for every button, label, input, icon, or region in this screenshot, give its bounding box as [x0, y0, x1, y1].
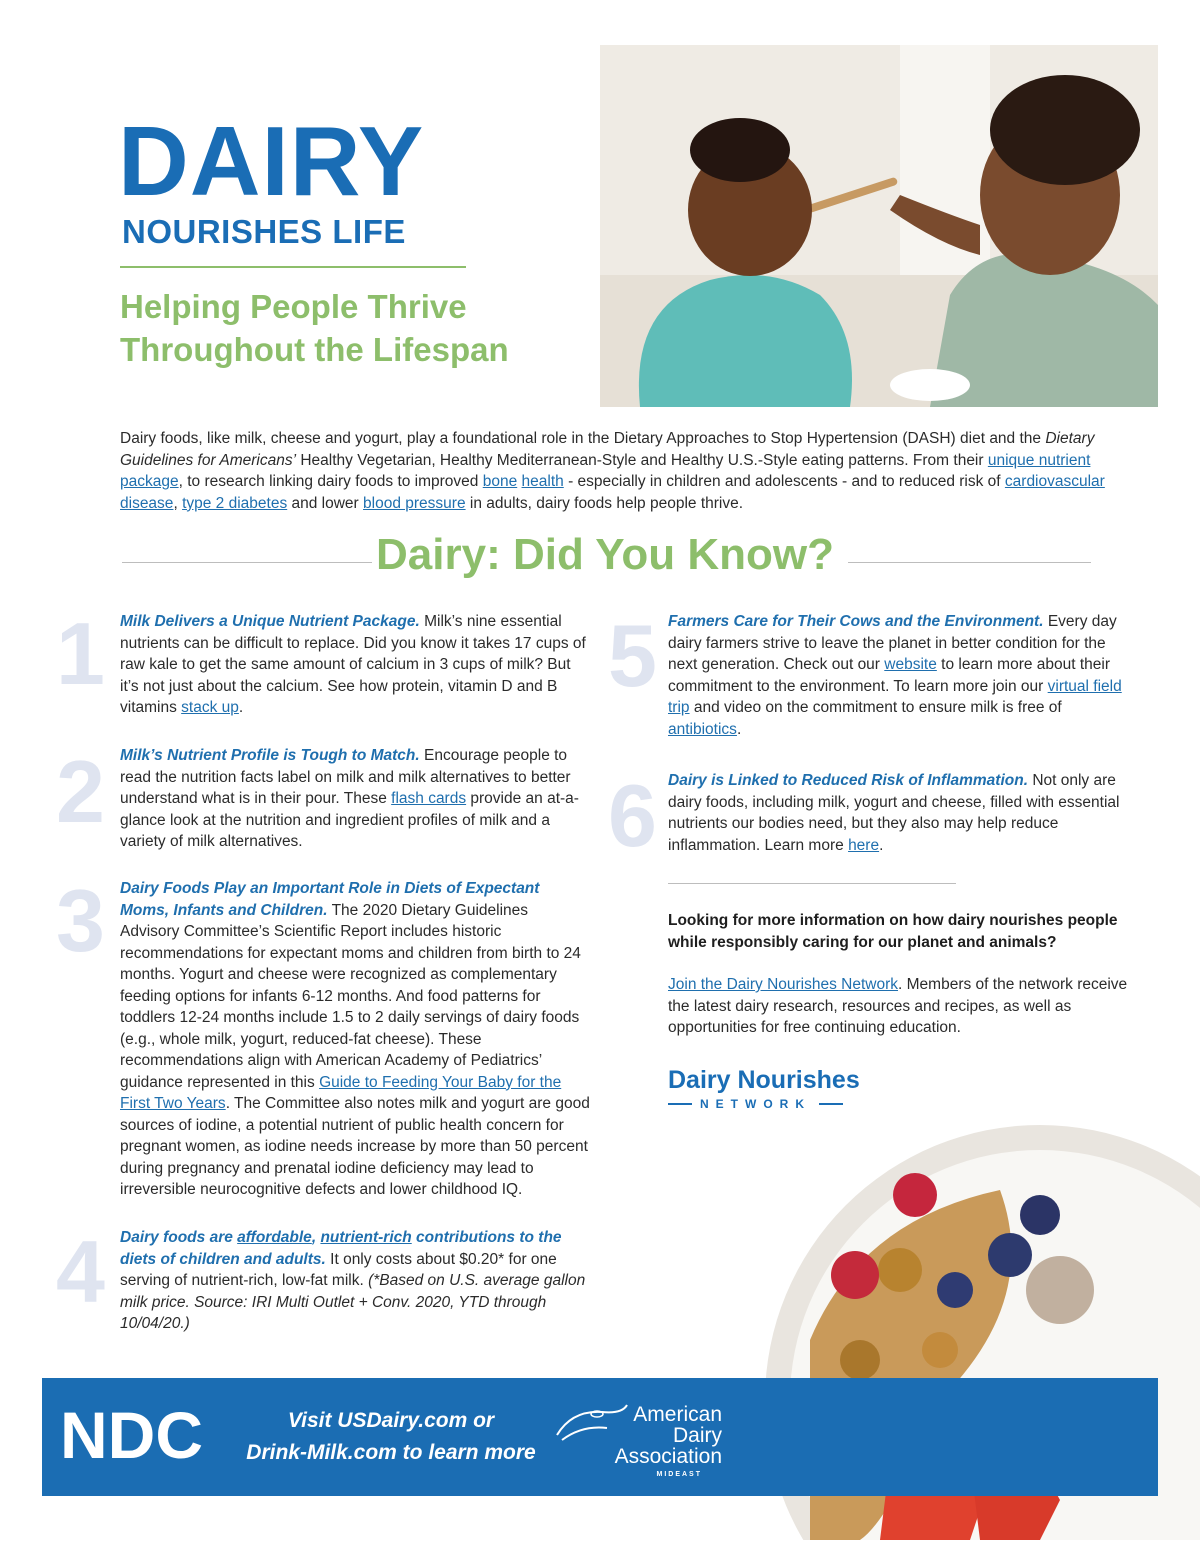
tagline-line1: Helping People Thrive — [120, 288, 467, 325]
ada-line3: Association — [614, 1445, 722, 1468]
ndc-logo-text: NDC — [60, 1400, 203, 1470]
intro-text: - especially in children and adolescents - and to reduced risk of — [563, 473, 1005, 490]
item-5 — [668, 611, 1128, 740]
intro-emphasis: Dietary Guidelines for Americans’ — [120, 430, 1095, 469]
more-info-question: Looking for more information on how dairy nourishes people while responsibly caring for our planet and animals? — [668, 912, 1118, 951]
intro-text: , to research linking dairy foods to improved — [178, 473, 483, 490]
item-6 — [668, 770, 1128, 856]
brand-subtitle: NOURISHES LIFE — [122, 213, 406, 250]
item-heading: Dairy Foods Play an Important Role in Diets of Expectant Moms, Infants and Children. — [120, 880, 540, 919]
intro-paragraph — [120, 428, 1120, 514]
footer-line1: Visit USDairy.com or — [287, 1409, 495, 1432]
item-heading: Milk’s Nutrient Profile is Tough to Match. — [120, 747, 420, 764]
intro-text: Healthy Vegetarian, Healthy Mediterranean-Style and Healthy U.S.-Style eating patterns. From their — [296, 451, 988, 469]
footer-banner — [42, 1378, 1158, 1496]
ada-logo — [552, 1392, 722, 1484]
item-text: . — [879, 836, 884, 854]
item-text: provide an at-a-glance look at the nutrition and ingredient profiles of milk and a variety of milk alternatives. — [120, 790, 579, 850]
item-number: 5 — [608, 606, 657, 705]
item-text: . The Committee also notes milk and yogurt are good sources of iodine, a potential nutrient of public health concern for pregnant women, as iodine needs increase by more than 50 percent during pregnancy and prenatal iodine deficiency may lead to irreversible neurocognitive defects and lower childhood IQ. — [120, 1095, 590, 1198]
ada-line4: MIDEAST — [656, 1471, 702, 1478]
more-info-text — [668, 974, 1128, 1039]
type-2-diabetes-link[interactable]: type 2 diabetes — [182, 494, 288, 512]
item-number: 4 — [56, 1222, 105, 1321]
item-number: 3 — [56, 871, 105, 970]
item-footnote: (*Based on U.S. average gallon milk price. Source: IRI Multi Outlet + Conv. 2020, YTD through 10/04/20.) — [120, 1272, 586, 1332]
intro-text: , — [173, 494, 183, 512]
network-logo-title: Dairy Nourishes — [668, 1066, 860, 1094]
flash-cards-link[interactable]: flash cards — [391, 790, 467, 807]
virtual-field-trip-link[interactable]: virtual field trip — [668, 677, 1122, 716]
network-logo-subtitle: NETWORK — [700, 1097, 811, 1111]
affordable-link[interactable]: affordable — [237, 1229, 312, 1246]
item-heading: , — [311, 1229, 321, 1246]
logo-dash — [668, 1103, 692, 1105]
item-heading: Farmers Care for Their Cows and the Environment. — [668, 613, 1044, 630]
item-text: and video on the commitment to ensure milk is free of — [689, 699, 1062, 716]
tagline — [120, 286, 600, 372]
section-title: Dairy: Did You Know? — [376, 530, 834, 579]
item-text: Milk’s nine essential nutrients can be difficult to replace. Did you know it takes 17 cups of raw kale to get the same amount of calcium in 3 cups of milk? But it’s not just about the calcium. See how protein, vitamin D and B vitamins — [120, 613, 586, 716]
item-text: . — [238, 699, 244, 716]
item-heading: Dairy is Linked to Reduced Risk of Inflammation. — [668, 772, 1029, 789]
hero-photo-mother-feeding-child — [600, 45, 1158, 407]
item-text: Not only are dairy foods, including milk, yogurt and cheese, filled with essential nutrients our bodies need, but they also may help reduce inflammation. Learn more — [668, 772, 1120, 854]
blood-pressure-link[interactable]: blood pressure — [363, 494, 466, 512]
here-link[interactable]: here — [848, 836, 880, 854]
unique-nutrient-package-link[interactable]: unique nutrient package — [120, 451, 1091, 490]
join-network-link[interactable]: Join the Dairy Nourishes Network — [668, 976, 899, 993]
antibiotics-link[interactable]: antibiotics — [668, 720, 737, 738]
ada-line1: American — [633, 1403, 722, 1426]
brand-divider — [120, 266, 466, 268]
ada-cow-icon — [552, 1400, 632, 1450]
item-number: 2 — [56, 742, 105, 841]
item-text: to learn more about their commitment to the environment. To learn more join our — [668, 656, 1111, 695]
tagline-line2: Throughout the Lifespan — [120, 330, 509, 368]
hero-illustration — [600, 45, 1158, 407]
item-3 — [120, 878, 590, 1201]
item-number: 6 — [608, 766, 657, 865]
item-text: The 2020 Dietary Guidelines Advisory Committee’s Scientific Report includes historic recommendations for expectant moms and children from birth to 24 months. Yogurt and cheese were recognized as complementary feeding options for infants 6-12 months. And food patterns for toddlers 12-24 months include 1.5 to 2 daily servings of dairy foods (e.g., whole milk, yogurt, reduced-fat cheese). These recommendations align with American Academy of Pediatrics’ guidance represented in this — [120, 901, 581, 1091]
item-text: . — [736, 720, 742, 738]
brand-title: DAIRY — [118, 106, 425, 216]
item-number: 1 — [56, 604, 105, 703]
item-text: Every day dairy farmers strive to leave the planet in better condition for the next generation. Check out our — [668, 613, 1117, 673]
item-1 — [120, 611, 590, 719]
stack-up-link[interactable]: stack up — [181, 699, 239, 716]
item-heading: contributions to the diets of children and adults. — [120, 1229, 562, 1268]
more-info-body: . Members of the network receive the latest dairy research, resources and recipes, as well as opportunities for free continuing education. — [668, 976, 1128, 1036]
item-text: It only costs about $0.20* for one serving of nutrient-rich, low-fat milk. — [120, 1250, 557, 1289]
intro-text: and lower — [287, 494, 364, 512]
intro-text: Dairy foods, like milk, cheese and yogurt, play a foundational role in the Dietary Approaches to Stop Hypertension (DASH) diet and the — [120, 430, 1046, 447]
ndc-logo — [60, 1400, 220, 1475]
footer-line2: Drink-Milk.com to learn more — [246, 1441, 536, 1464]
ndc-logo-mark — [60, 1400, 220, 1470]
health-link[interactable]: health — [521, 473, 564, 490]
intro-text: in adults, dairy foods help people thrive. — [465, 494, 744, 512]
website-link[interactable]: website — [884, 656, 937, 673]
item-heading: Dairy foods are — [120, 1229, 238, 1246]
item-2 — [120, 745, 590, 853]
more-info-divider — [668, 883, 956, 884]
bone-link[interactable]: bone — [482, 473, 518, 490]
item-text: Encourage people to read the nutrition facts label on milk and milk alternatives to better understand what is in their pour. These — [120, 747, 571, 807]
item-4 — [120, 1227, 590, 1335]
nutrient-rich-link[interactable]: nutrient-rich — [320, 1229, 412, 1246]
cardiovascular-disease-link[interactable]: cardiovascular disease — [120, 473, 1105, 512]
item-heading: Milk Delivers a Unique Nutrient Package. — [120, 613, 420, 630]
ada-line2: Dairy — [672, 1424, 722, 1447]
footer-visit-text — [246, 1405, 536, 1469]
feeding-guide-link[interactable]: Guide to Feeding Your Baby for the First Two Years — [120, 1073, 562, 1112]
